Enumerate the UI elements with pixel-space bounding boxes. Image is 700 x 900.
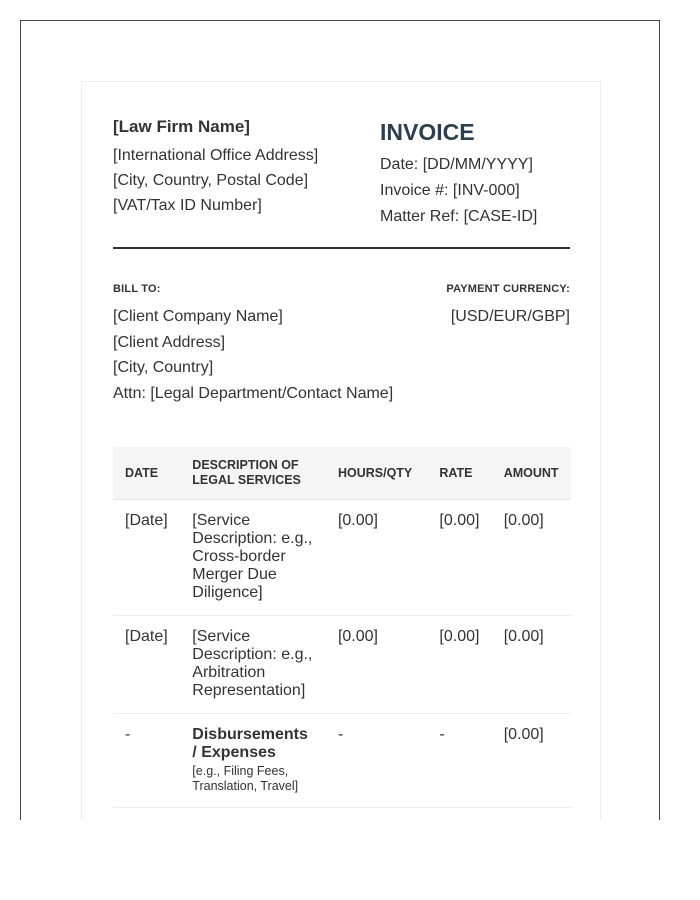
firm-address: [International Office Address] xyxy=(113,147,319,164)
row-hours: [0.00] xyxy=(326,500,427,616)
row-hours: - xyxy=(326,714,427,808)
header-date: DATE xyxy=(113,447,180,500)
row-description: [Service Description: e.g., Arbitration Representation] xyxy=(180,616,326,714)
row-date: [Date] xyxy=(113,616,180,714)
bill-to-section xyxy=(113,282,413,406)
row-description xyxy=(180,714,326,808)
header-hours: HOURS/QTY xyxy=(326,447,427,500)
invoice-number: Invoice #: [INV-000] xyxy=(380,182,520,199)
row-amount: [0.00] xyxy=(492,616,571,714)
firm-name: [Law Firm Name] xyxy=(113,117,250,136)
invoice-meta xyxy=(380,118,570,230)
header-divider xyxy=(113,247,570,249)
row-rate: - xyxy=(427,714,491,808)
header-rate: RATE xyxy=(427,447,491,500)
disbursements-title: Disbursements / Expenses xyxy=(192,726,308,761)
header-description: DESCRIPTION OF LEGAL SERVICES xyxy=(180,447,326,500)
row-date: [Date] xyxy=(113,500,180,616)
payment-currency-section xyxy=(370,282,570,329)
firm-info xyxy=(113,116,373,218)
matter-ref: Matter Ref: [CASE-ID] xyxy=(380,208,538,225)
row-rate: [0.00] xyxy=(427,500,491,616)
invoice-date: Date: [DD/MM/YYYY] xyxy=(380,156,533,173)
disbursements-note: [e.g., Filing Fees, Translation, Travel] xyxy=(192,764,299,793)
row-amount: [0.00] xyxy=(492,500,571,616)
row-amount: [0.00] xyxy=(492,714,571,808)
invoice-page xyxy=(81,81,601,820)
invoice-title: INVOICE xyxy=(380,119,475,145)
firm-tax-id: [VAT/Tax ID Number] xyxy=(113,197,262,214)
client-city: [City, Country] xyxy=(113,359,214,376)
document-frame xyxy=(20,20,660,820)
row-date: - xyxy=(113,714,180,808)
table-row xyxy=(113,616,571,714)
row-description: [Service Description: e.g., Cross-border Merger Due Diligence] xyxy=(180,500,326,616)
payment-currency-value: [USD/EUR/GBP] xyxy=(450,308,570,325)
firm-city: [City, Country, Postal Code] xyxy=(113,172,309,189)
client-attn: Attn: [Legal Department/Contact Name] xyxy=(113,384,394,402)
row-hours: [0.00] xyxy=(326,616,427,714)
bill-to-label: BILL TO: xyxy=(113,283,161,295)
client-company: [Client Company Name] xyxy=(113,308,283,325)
client-address: [Client Address] xyxy=(113,333,226,351)
row-rate: [0.00] xyxy=(427,616,491,714)
payment-currency-label: PAYMENT CURRENCY: xyxy=(446,283,570,295)
table-row xyxy=(113,500,571,616)
header-amount: AMOUNT xyxy=(492,447,571,500)
services-table xyxy=(113,447,571,808)
table-header-row xyxy=(113,447,571,500)
table-row xyxy=(113,714,571,808)
